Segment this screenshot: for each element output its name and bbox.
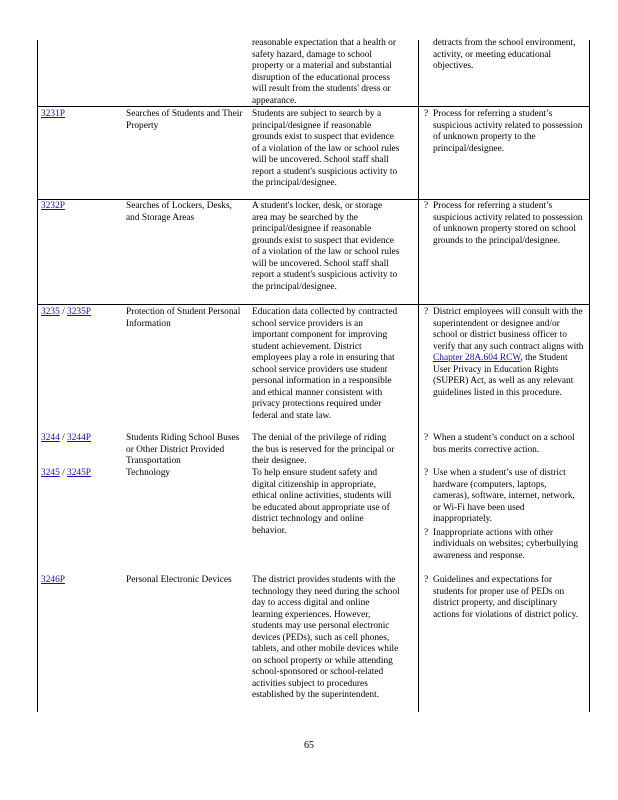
rcw-link[interactable]: Chapter 28A.604 RCW — [433, 353, 521, 363]
procedure-text: , the Student User Privacy in Education Rights (SUPER) Act, as well as any relevant guidelines listed in this procedure. — [433, 353, 574, 398]
procedure-text: When a student’s conduct on a school bus merits corrective action. — [433, 433, 575, 455]
policy-description: Students are subject to search by a principal/designee if reasonable grounds exist to suspect that evidence of a violation of the law or school rules will be uncovered. School staff shall report a student's suspicious activity to the principal/designee. — [252, 109, 400, 188]
procedure-list — [424, 38, 584, 73]
bullet-icon: ? — [424, 575, 429, 585]
bullet-icon: ? — [424, 109, 429, 119]
link-separator: / — [59, 307, 68, 317]
procedure-link[interactable]: 3244P — [67, 433, 92, 443]
procedure-item: detracts from the school environment, activity, or meeting educational objectives. — [433, 38, 576, 71]
procedure-text: Guidelines and expectations for students for proper use of PEDs on district property, and disciplinary actions for violations of district policy. — [433, 575, 579, 620]
column-rule-mid — [418, 40, 419, 712]
policy-link[interactable]: 3244 — [41, 433, 60, 443]
policy-title: Students Riding School Buses or Other District Provided Transportation — [126, 433, 240, 466]
procedure-item — [424, 433, 584, 456]
policy-link[interactable]: 3245 — [41, 468, 60, 478]
row-rule — [37, 199, 589, 200]
column-rule-left — [37, 40, 38, 712]
bullet-icon: ? — [424, 307, 429, 317]
bullet-icon: ? — [424, 201, 429, 211]
link-separator: / — [59, 468, 68, 478]
procedure-text: Process for referring a student’s suspicious activity related to possession of unknown property to the principal/designee. — [433, 109, 583, 154]
bullet-icon: ? — [424, 527, 429, 538]
policy-title: Personal Electronic Devices — [126, 575, 232, 585]
column-rule-right — [589, 40, 590, 712]
procedure-item — [424, 307, 584, 399]
policy-description: reasonable expectation that a health or safety hazard, damage to school property or a material and substantial disruption of the educational process will result from the students' dress or appearance. — [252, 38, 396, 106]
policy-link[interactable]: 3231P — [41, 109, 65, 119]
procedure-item — [424, 468, 584, 526]
procedure-text: Process for referring a student’s suspicious activity related to possession of unknown property stored on school grounds to the principal/designee. — [433, 201, 583, 246]
policy-link[interactable]: 3235 — [41, 307, 60, 317]
policy-description: A student's locker, desk, or storage area may be searched by the principal/designee if reasonable grounds exist to suspect that evidence of a violation of the law or school rules will be uncovered. School staff shall report a student's suspicious activity to the principal/designee. — [252, 201, 400, 292]
procedure-text: Inappropriate actions with other individuals on websites; cyberbullying awareness and response. — [433, 527, 579, 561]
bullet-icon: ? — [424, 468, 429, 478]
policy-title: Searches of Lockers, Desks, and Storage Areas — [126, 201, 232, 223]
procedure-item — [424, 201, 584, 247]
policy-title: Searches of Students and Their Property — [126, 109, 243, 131]
procedure-text: District employees will consult with the superintendent or designee and/or school or district business officer to verify that any such contract aligns with — [433, 307, 584, 352]
procedure-item — [424, 575, 584, 621]
procedure-text: Use when a student’s use of district hardware (computers, laptops, cameras), software, internet, network, or Wi-Fi have been used inappropriately. — [433, 468, 575, 524]
policy-title: Technology — [126, 468, 171, 478]
policy-link[interactable]: 3232P — [41, 201, 65, 211]
procedure-list — [424, 575, 584, 623]
policy-title: Protection of Student Personal Information — [126, 307, 241, 329]
policy-description: The district provides students with the technology they need during the school day to access digital and online learning experiences. However, students may use personal electronic devices (PEDs), such as cell phones, tablets, and other mobile devices while on school property or while attending school-sponsored or school-related activities subject to procedures established by the superintendent. — [252, 575, 400, 700]
procedure-list — [424, 201, 584, 249]
policy-description: The denial of the privilege of riding the bus is reserved for the principal or their designee. — [252, 433, 395, 466]
row-rule — [37, 304, 589, 305]
procedure-list — [424, 433, 584, 458]
procedure-list — [424, 468, 584, 564]
procedure-list — [424, 307, 584, 401]
procedure-item — [424, 528, 584, 563]
link-separator: / — [59, 433, 68, 443]
bullet-icon: ? — [424, 433, 429, 443]
procedure-item — [424, 109, 584, 155]
procedure-link[interactable]: 3235P — [67, 307, 92, 317]
page-number: 65 — [304, 740, 314, 751]
procedure-link[interactable]: 3245P — [67, 468, 92, 478]
policy-description: Education data collected by contracted school service providers is an important component for improving student achievement. District employees play a role in ensuring that school service providers use student personal information in a responsible and ethical manner consistent with privacy protections required under federal and state law. — [252, 307, 398, 421]
procedure-list — [424, 109, 584, 157]
policy-link[interactable]: 3246P — [41, 575, 65, 585]
policy-description: To help ensure student safety and digital citizenship in appropriate, ethical online activities, students will be educated about appropriate use of district technology and online behavior. — [252, 468, 392, 536]
